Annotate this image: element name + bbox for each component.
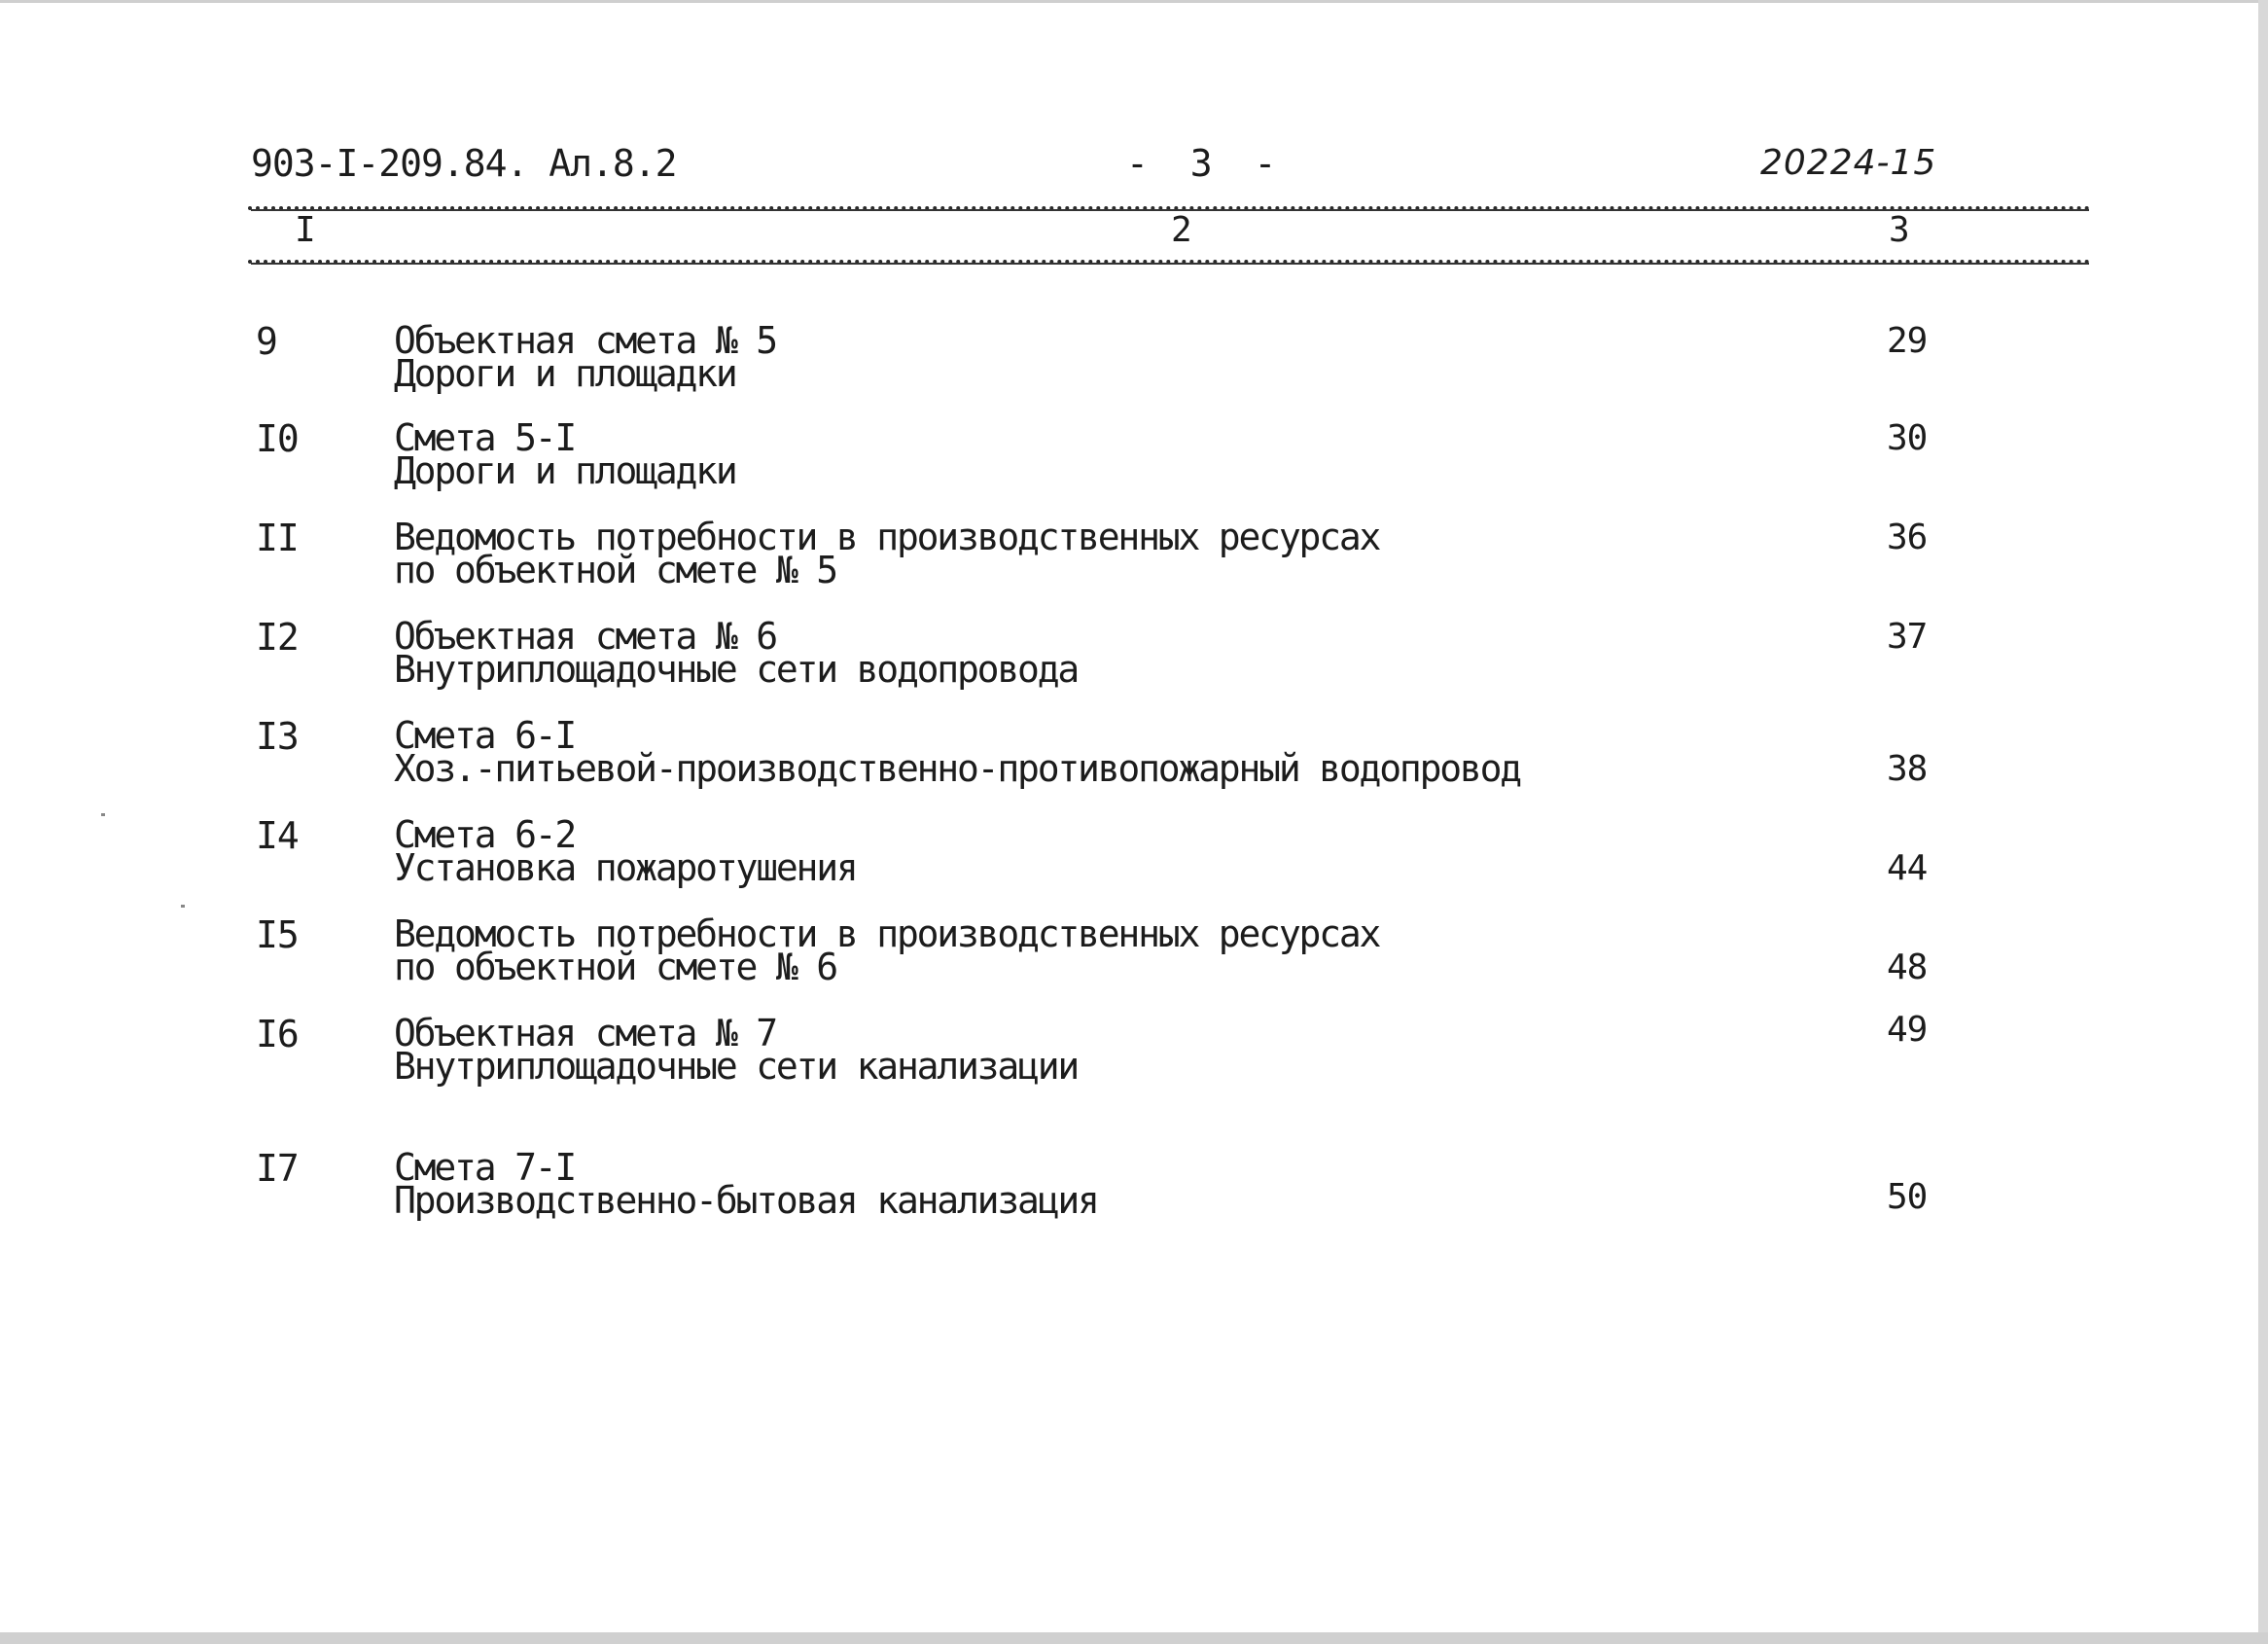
row-title-line1: Смета 6-2 <box>394 813 576 856</box>
table-row <box>0 319 2268 395</box>
row-title-line1: Объектная смета № 5 <box>394 319 776 362</box>
row-page: 50 <box>1887 1177 1928 1217</box>
row-title-line2: Установка пожаротушения <box>394 846 857 889</box>
scan-bottom-edge <box>0 1632 2268 1644</box>
row-title-line2: Дороги и площадки <box>394 449 736 492</box>
row-title <box>394 714 1520 790</box>
row-title <box>394 615 1079 691</box>
row-title-line1: Объектная смета № 7 <box>394 1012 776 1054</box>
row-number: I3 <box>256 715 299 758</box>
table-row <box>0 416 2268 492</box>
row-number: I2 <box>256 616 299 659</box>
row-page: 44 <box>1887 848 1928 888</box>
row-title-line2: по объектной смете № 6 <box>394 946 836 988</box>
row-title-line2: по объектной смете № 5 <box>394 549 836 591</box>
row-number: I6 <box>256 1013 299 1055</box>
row-title <box>394 1146 1098 1222</box>
row-title <box>394 516 1380 591</box>
row-title-line1: Смета 5-I <box>394 416 576 459</box>
row-number: I4 <box>256 814 299 857</box>
row-title <box>394 319 776 395</box>
table-row <box>0 813 2268 889</box>
document-code: 903-I-209.84. Ал.8.2 <box>251 142 677 185</box>
row-title-line2: Дороги и площадки <box>394 352 736 395</box>
scan-top-edge <box>0 0 2268 9</box>
row-number: II <box>256 517 299 559</box>
row-title <box>394 1012 1079 1088</box>
row-title <box>394 416 736 492</box>
row-number: I7 <box>256 1147 299 1190</box>
page-number: - 3 - <box>1126 142 1287 185</box>
row-page: 49 <box>1887 1010 1928 1050</box>
row-title-line2: Производственно-бытовая канализация <box>394 1179 1098 1222</box>
row-number: I0 <box>256 417 299 460</box>
row-page: 48 <box>1887 947 1928 987</box>
table-row <box>0 516 2268 591</box>
row-page: 30 <box>1887 418 1928 458</box>
row-page: 37 <box>1887 617 1928 657</box>
table-row <box>0 615 2268 691</box>
row-page: 36 <box>1887 518 1928 557</box>
row-title <box>394 912 1380 988</box>
table-row <box>0 912 2268 988</box>
scan-speck <box>101 813 105 816</box>
row-title-line1: Ведомость потребности в производственных ресурсах <box>394 516 1380 558</box>
row-title-line1: Ведомость потребности в производственных ресурсах <box>394 912 1380 955</box>
row-title-line1: Объектная смета № 6 <box>394 615 776 658</box>
row-title-line2: Внутриплощадочные сети водопровода <box>394 648 1079 691</box>
row-number: 9 <box>256 320 277 363</box>
row-title-line1: Смета 6-I <box>394 714 576 757</box>
row-number: I5 <box>256 913 299 956</box>
header-rule-top-line <box>251 209 2089 211</box>
row-title-line2: Внутриплощадочные сети канализации <box>394 1045 1079 1088</box>
row-title <box>394 813 857 889</box>
table-row <box>0 1010 2268 1088</box>
row-title-line1: Смета 7-I <box>394 1146 576 1189</box>
header-rule-bottom-line <box>251 263 2089 265</box>
table-row <box>0 1146 2268 1222</box>
scan-speck <box>181 905 185 908</box>
inventory-number: 20224-15 <box>1760 143 1937 183</box>
table-row <box>0 714 2268 790</box>
column-header-3: 3 <box>1889 210 1910 250</box>
column-header-1: I <box>295 210 316 250</box>
column-header-2: 2 <box>1171 210 1192 250</box>
row-title-line2: Хоз.-питьевой-производственно-противопожарный водопровод <box>394 747 1520 790</box>
row-page: 29 <box>1887 321 1928 361</box>
row-page: 38 <box>1887 749 1928 789</box>
